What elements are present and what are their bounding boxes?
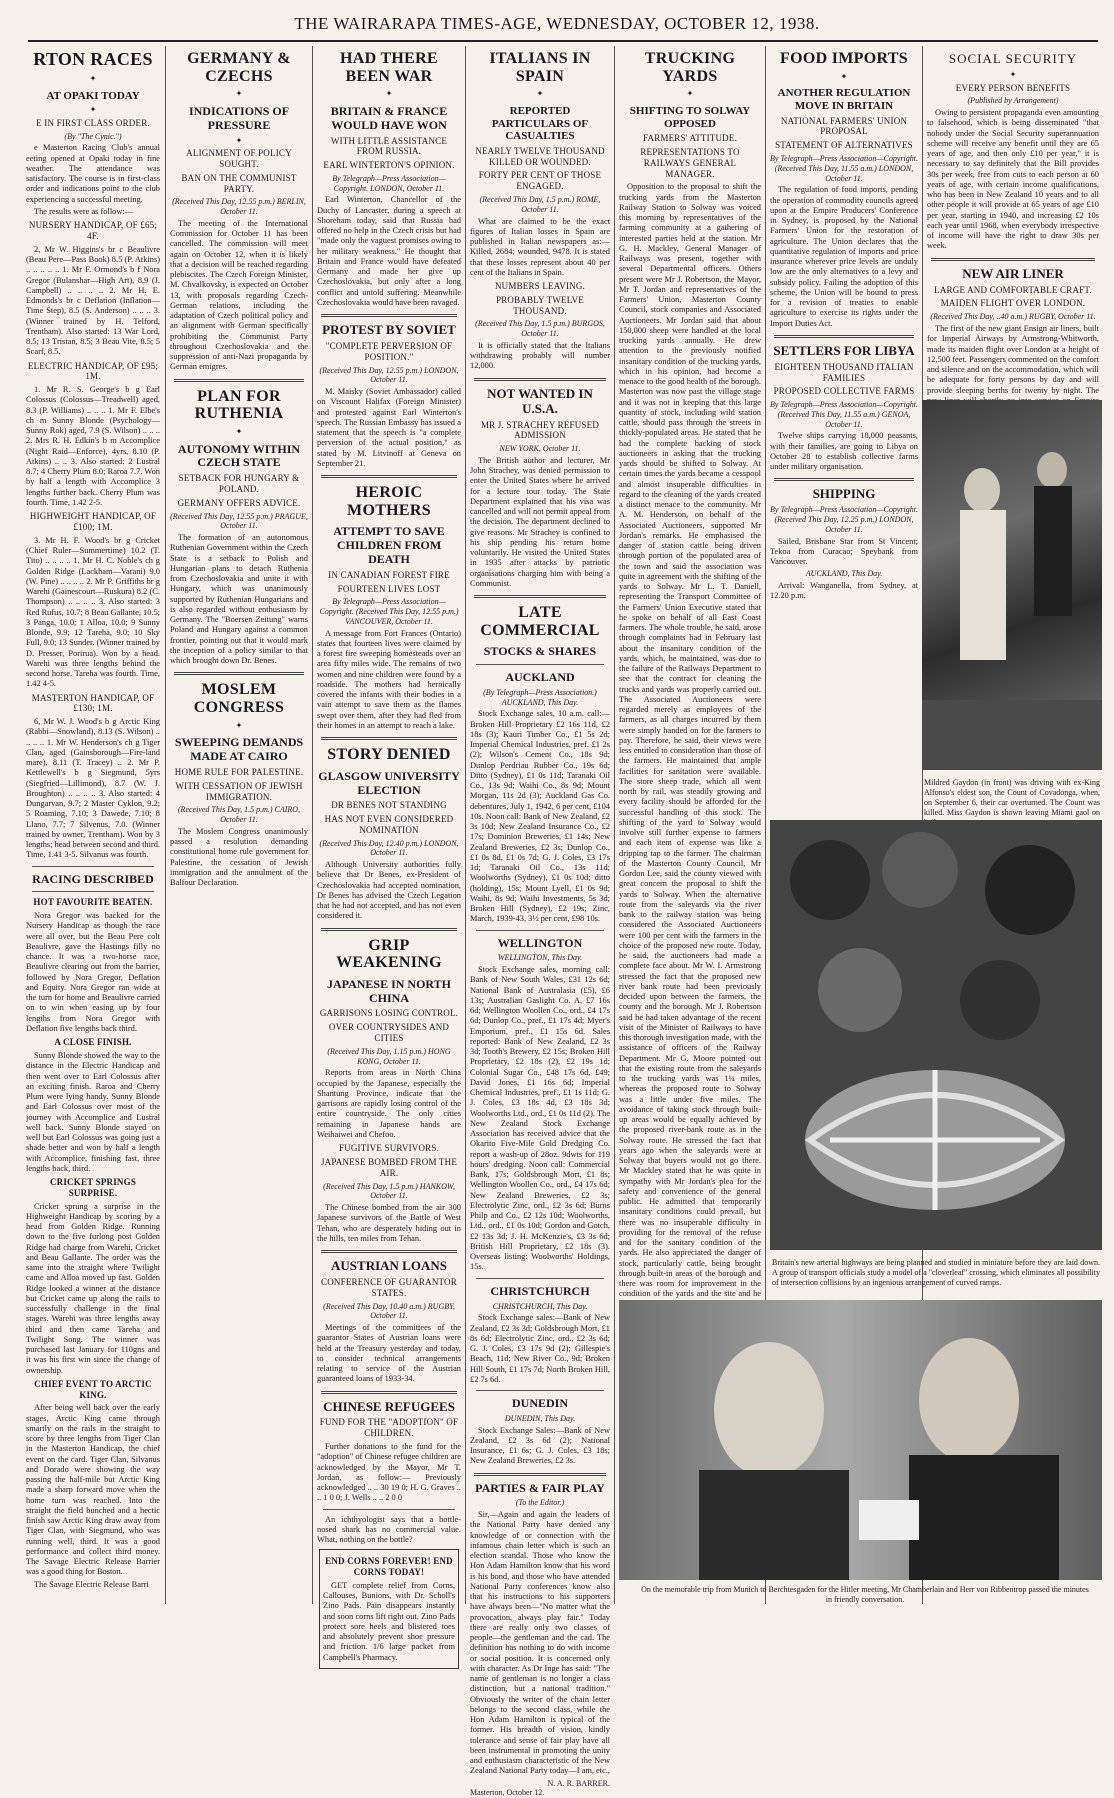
separator-star: ✦: [235, 720, 243, 730]
separator-star: ✦: [840, 71, 848, 81]
subhead: IN CANADIAN FOREST FIRE: [328, 569, 450, 580]
dateline: (Received This Day, 12.55 p.m.) BERLIN, October 11.: [172, 197, 306, 217]
article-text: The British author and lecturer, Mr John Strachey, was denied permission to enter the United States where he arrived for a lecture tour today. The State Department explained that his visa was cancelled and will not permit appeal from the decision. The department declined to give reasons. Mr Strachey is confined to his ship pending his return home voluntarily. He visited the United States in 1935 after attacks by patriotic organisations charging him with being a Communist.: [470, 455, 610, 588]
divider: [321, 928, 457, 931]
section-christchurch: CHRISTCHURCH: [490, 1283, 590, 1298]
headline-story-denied: STORY DENIED: [327, 746, 451, 764]
separator-star: ✦: [235, 426, 243, 436]
article-text: Cricket sprung a surprise in the Highweight Handicap by scoring by a head from Golden Ridge. Running down to the five furlong post Golden Ridge had charge from Warehi, Cricket and Beau Gallante. The order was the same into the straight where Twilight came and Alloa moved up fast. Golden Ridge looked a winner at the distance but Cricket came up along the rails to successfully challenge in the final stages. Warehi was three lengths away third and then came Tareha and Twilight Song. The winner was purchased last January for 110gns and it was his first win since the change of ownership.: [26, 1201, 160, 1375]
dateline: WELLINGTON, This Day.: [497, 953, 583, 963]
headline-grip-weakening: GRIP WEAKENING: [336, 936, 442, 972]
subhead: PROPOSED COLLECTIVE FARMS: [773, 386, 915, 397]
race-result: 1. Mr R. S. George's b g Earl Colossus (Colossus—Treadwell) aged, 8.3 (P. Williams) .. .. .. 1. Mr F. Elbe's ch m Sunny Blonde (Psychology—Sunny Rok) aged, 7.9 (S. Wilson) .. .. .. 2. Mrs R. H. Edkin's b m Accomplice (Night Raid—Enforce), 4yrs, 8.10 (P. Atkins) .. .. 3. Also started: 2 Lustral 8.7; 4 Cherry Plum 8.0; Raroa 7.7. Won by half a length with Accomplice 3 lengths further back. Cherry Plum was fourth. Time, 1.42 2-5.: [26, 385, 160, 507]
subhead: CRICKET SPRINGS SURPRISE.: [49, 1177, 137, 1198]
article-text: Arrival: Wanganella, from Sydney, at 12.20 p.m.: [770, 581, 918, 601]
article-text: Sunny Blonde showed the way to the distance in the Electric Handicap and then went over to Earl Colossus after an exciting finish. Raroa and Cherry Plum were lying handy. Sunny Blonde and Earl Colossus over most of the journey with Accomplice and Lustral well back. Sunny Blonde stayed on well but Earl Colossus was going just a shade better and won by half a length with Accomplice, finishing fast, three lengths back, third.: [26, 1051, 160, 1173]
subhead: MR J. STRACHEY REFUSED ADMISSION: [480, 419, 600, 441]
section-dunedin: DUNEDIN: [511, 1396, 568, 1411]
headline-food-imports: FOOD IMPORTS: [780, 50, 908, 67]
subhead: E IN FIRST CLASS ORDER.: [36, 117, 150, 128]
race-title: ELECTRIC HANDICAP, OF £95; 1M.: [27, 360, 159, 382]
subhead: JAPANESE IN NORTH CHINA: [326, 976, 452, 1005]
column-rule: [614, 46, 615, 1604]
masthead: THE WAIRARAPA TIMES-AGE, WEDNESDAY, OCTOBER 12, 1938.: [294, 14, 820, 33]
dateline: DUNEDIN, This Day.: [504, 1413, 576, 1423]
dateline: (Received This Day, 1.5 p.m.) ROME, October 11.: [479, 195, 601, 214]
article-text: The Chinese bombed from the air 300 Japanese survivors of the Battle of West Tehan, who are desperately hiding out in the hills, ten miles from Tehan.: [317, 1203, 461, 1243]
subhead: "COMPLETE PERVERSION OF POSITION.": [325, 341, 453, 362]
article-text: Opposition to the proposal to shift the trucking yards from the Masterton Railway Station to Solway was voiced this morning by representatives of the farming community at a gathering of interested parties held at the station. Mr G. H. Mackley, General Manager of Railways was present, together with several Departmental officers. Others present were Mr J. Robertson, the Mayor, Mr T. Jordan and representatives of the Farmers' Union, Masterton County Council, stock companies and Associated Auctioneers. Mr Jordan said that about 150,000 sheep were handled at the local trucking yards annually. He drew attention to the previously notified insanitary condition of the trucking yards, which in his opinion, had become a menace to the good health of the borough. Masterton was now past the village stage and it was not in keeping that this large quantity of stock, including wild station cattle, should pass through the streets in thickly-populated areas. He stated that he had the complete backing of stock auctioneers in asking that the trucking yards should be shifted to Solway. At certain times the yards became a cesspool and almost insuperable difficulties in regard to the cleaning of the yards created a distinct menace to the community. Mr A. M. Henderson, on behalf of the Associated Auctioneers, supported Mr Jordan's remarks. He emphasised the danger of station cattle being driven through portion of the populated area of the town and said the association was quite in agreement with the shifting of the yards to Solway. Mr L. T. Daniell, representing the Transport Committee of the Farmers' Union Executive stated that he spoke on behalf of all East Coast farmers. The whole trouble, he said, arose through complaints had in February last about the insanitary condition of the yards, which, he maintained, was due to the failure of the Railways Department to see that the contract for cleaning the trucks and yards was properly carried out. The Associated Auctioneers were regarded merely as employees of the farmers, as all charges incurred by them were simply handed on for the farmers to pay. Therefore, he said, their views were less entitled to consideration than those of the farmers. He maintained that ample facilities for sanitation were available. The store sheep trade, which all went north by rail, was steadily growing and every facility should be afforded for the successful handling of this stock. The shifting of the yard to Solway would involve still further expense to farmers and each item of expense was like a dripping tap to the farmer. The chairman of the Masterton County Council, Mr Gordon Lee, said the county viewed with great concern the proposal to shift the yards to Solway. When the alternative route from the saleyards via the river bank to the railway station was being considered the Associated Auctioneers were 100 per cent with the farmers in the choice of the proposed new route. Today, he said, the auctioneers had made a complete face about. Mr W. I. Armstrong stressed the fact that the proposed new river bank route had been previously decided upon between the farmers, the county and the borough. Mr J. Robertson said he had taken advantage of the recent visit of the Minister of Railways to have this thorough investigation made, with the assistance of officers of the Railway Department. Mr G. Moore pointed out that the existing route from the saleyards to the trucking yards was 1¼ miles, whereas the proposed route to Solway was a little under five miles. The avoidance of taking stock through built-up areas would be equally achieved by the proposed river-bank route as in the Solway route. He stressed the fact that years ago when the saleyards were at Solway that buyers would not go there. Mr Mackley stated that he was quite in sympathy with Mr Jordan's plea for the safety and convenience of the general public. He admitted that temporarily insanitary conditions could prevail, but there was no insuperable difficulty in providing for the removal of the refuse and for the sanitary condition of the yards. He also appreciated the danger of stock, particularly cattle, being brought through built-in areas of the borough and there was room for improvement in the condition of the yards and the site and he: [619, 182, 761, 1299]
subhead: (To the Editor.): [515, 1498, 565, 1508]
article-text: Nora Gregor was backed for the Nursery Handicap as though the race were all over, but the Beau Pere colt Beaulivre, gave the Hastings filly no chance. It was a two-horse race, Beaulivre clearing out from the barrier, followed by Nora Gregor, Deflation and Equity. Nora Gregor ran wide at the turn for home and Beaulivre carried on to win when easing up by four lengths from Nora Gregor with Deflation five lengths back third.: [26, 911, 160, 1033]
subhead: FUND FOR THE "ADOPTION" OF CHILDREN.: [319, 1417, 459, 1439]
divider: [174, 379, 304, 382]
subhead: AUTONOMY WITHIN CZECH STATE: [177, 441, 301, 470]
separator-star: ✦: [235, 135, 243, 145]
section-wellington: WELLINGTON: [497, 935, 583, 950]
headline-soviet: PROTEST BY SOVIET: [322, 322, 456, 338]
article-text: An ichthyologist says that a bottle-nosed shark has no commercial value. What, nothing on the bottle?: [317, 1514, 461, 1545]
dateline: (Received This Day, 1.5 p.m.) CAIRO, October 11.: [177, 805, 301, 825]
divider: [474, 378, 606, 381]
subhead: SWEEPING DEMANDS MADE AT CAIRO: [174, 735, 304, 764]
separator-star: ✦: [686, 89, 694, 99]
headline-racing-described: RACING DESCRIBED: [32, 871, 154, 886]
subhead: PROBABLY TWELVE THOUSAND.: [495, 294, 585, 316]
headline-moslem-congress: MOSLEM CONGRESS: [193, 681, 285, 716]
article-text: The first of the new giant Ensign air liners, built for Imperial Airways by Armstrong-Whitworth, made its maiden flight over London at a height of 12,500 feet. Passengers commented on the comfort and silence and on the accommodation, which will be adequate for forty persons by day and will provide sleeping berths for twenty by night. The: [927, 324, 1099, 395]
dateline: By Telegraph—Press Association—Copyright. (Received This Day, 12.55 p.m.) VANCOUVER, October 11.: [319, 597, 459, 626]
subhead: GARRISONS LOSING CONTROL.: [319, 1008, 459, 1019]
divider: [32, 891, 154, 892]
subhead: A CLOSE FINISH.: [54, 1037, 132, 1048]
headline-ruthenia: PLAN FOR RUTHENIA: [194, 387, 284, 423]
column-racing: [26, 46, 160, 1606]
article-text: The meeting of the International Commission for October 11 has been cancelled. The commission will meet again on October 12, when it is likely that a decision will be reached regarding plebiscites. The Czech Foreign Minister, M. Chvalkovsky, is expected on October 13, with proposals regarding Czech-German relations, including the adaptation of Czech political policy and an alignment with German specifically prohibiting the Communist Party throughout Czechoslovakia and the suppression of anti-Nazi propaganda by German emigres.: [170, 218, 308, 372]
photo-chamberlain-ribbentrop: [619, 1300, 1102, 1580]
divider: [321, 737, 457, 740]
divider: [474, 595, 606, 598]
divider: [931, 258, 1095, 261]
divider: [474, 1473, 606, 1476]
dateline: (Received This Day, ..40 a.m.) RUGBY, October 11.: [930, 312, 1096, 322]
ad-headline: END CORNS FOREVER! END CORNS TODAY!: [325, 1556, 453, 1578]
photo-figures: [619, 1300, 1102, 1580]
headline-parties-fair-play: PARTIES & FAIR PLAY: [475, 1480, 605, 1495]
article-text: The Savage Electric Release Barri: [34, 1579, 149, 1589]
article-text: Although University authorities fully believe that Dr Benes, ex-President of Czechoslovakia had accepted nomination, Dr Benes has advised the Czech Legation that he had not accepted, and has not even considered it.: [317, 860, 461, 921]
headline-italians: ITALIANS IN SPAIN: [489, 50, 591, 85]
dateline: (Received This Day, 10.40 a.m.) RUGBY, October 11.: [323, 1301, 455, 1321]
subhead: OVER COUNTRYSIDES AND CITIES: [328, 1022, 450, 1044]
article-text: Stock Exchange sales, morning call: Bank of New South Wales, £31 12s 6d; National Bank of Australasia (£5), £6 13s; Australian Gaslight Co. A, £7 16s 6d; Wellington Woollen Co., ord., £4 17s 6d; Dunlop Co., pref., £1 17s 4d; Myer's Emporium, pref., £1 15s 6d. Sales reported: Bank of New Zealand, £2 3s 3d; Tooth's Brewery, £2 15s; Broken Hill Proprietary, £2 18s (2), £2 19s 1d; Colonial Sugar Co., £48 17s 6d, £49; David Jones, £1 16s 6d; Imperial Chemical Industries, pref., £1 1s 11d; G. J. Coles, £3 18s 4d, £3 18s 3d; Woolworths Ltd., ord., £1 0s 11d (2). The New Zealand Stock Exchange Association has received advice that the Okarito Five-Mile Gold Dredging Co. report a wash-up of 28oz. 9dwts for 119 hours' dredging. Noon call: Commercial Bank, 17s; Goldsbrough Mort, £1 8s; Wellington Woollen Co., ord., £4 17s 6d; New Zealand Breweries, £2 3s; Electrolytic Zinc, ord., £2 3s 6d; Burns Philp and Co., £2 12s 10d; Woolworths, Ltd., ord., £1 0s 10d; Gordon and Gotch, £2 13s 3d; J. H. McKenzie's, £3 3s 6d; British Hill Proprietary, £2 18s (3). Overseas listing: Woolworths' Holdings, 15s.: [470, 965, 610, 1272]
dateline: By Telegraph—Press Association—Copyright. (Received This Day, 11.55 a.m.) GENOA, October 11.: [770, 400, 918, 429]
dateline: By Telegraph—Press Association—Copyright. (Received This Day, 11.55 a.m.) LONDON, October 11.: [770, 154, 918, 183]
race-title: MASTERTON HANDICAP, OF £130; 1M.: [31, 692, 155, 714]
headline-late-commercial: LATE COMMERCIAL: [480, 604, 600, 639]
article-text: Reports from areas in North China occupied by the Japanese, especially the Shantung Province, indicate that the garrisons are rapidly losing control of the entire countryside. The only cities remaining in Japanese hands are Weihaiwei and Chefoo.: [317, 1068, 461, 1139]
race-title: NURSERY HANDICAP, OF £65; 4F.: [28, 220, 158, 242]
dateline: (Received This Day, 12.55 p.m.) LONDON, October 11.: [319, 365, 459, 385]
dateline: (Received This Day, 1.5 p.m.) BURGOS, October 11.: [475, 319, 605, 339]
photo-mildred-gaydon: [922, 400, 1102, 770]
subhead: WITH CESSATION OF JEWISH IMMIGRATION.: [175, 780, 303, 802]
subhead: ANOTHER REGULATION MOVE IN BRITAIN: [777, 87, 911, 112]
headline-trucking-yards: TRUCKING YARDS: [644, 50, 736, 85]
column-germany: [170, 46, 308, 1606]
headline-not-wanted: NOT WANTED IN U.S.A.: [487, 385, 593, 416]
column-social-security: [927, 46, 1099, 393]
column-rule: [312, 46, 313, 1604]
subhead: STATEMENT OF ALTERNATIVES: [775, 140, 913, 151]
headline-racing: RTON RACES: [33, 49, 153, 69]
article-text: Stock Exchange Sales:—Bank of New Zealand, £2 3s 6d (2); National Insurance, £1 6s; G. J. Coles, £3 18s; New Zealand Breweries, £2 3s.: [470, 1425, 610, 1466]
headline-shipping: SHIPPING: [812, 486, 876, 502]
subhead: GLASGOW UNIVERSITY ELECTION: [318, 768, 460, 797]
headline-chinese-refugees: CHINESE REFUGEES: [323, 1398, 455, 1414]
dateline: (Received This Day, 12.55 p.m.) PRAGUE, October 11.: [170, 511, 308, 531]
headline-heroic-mothers: HEROIC MOTHERS: [347, 484, 431, 519]
subhead: (Published by Arrangement): [967, 96, 1059, 106]
divider: [476, 1390, 604, 1391]
caption-mildred-gaydon: Mildred Gaydon (in front) was driving with ex-King Alfonso's eldest son, the Count of Covadonga, when, on September 6, their car overturned. The Count was killed. Miss Gaydon is shown leaving Miami gaol on: [924, 778, 1100, 817]
subhead: HAS NOT EVEN CONSIDERED NOMINATION: [324, 814, 454, 835]
subhead: NUMBERS LEAVING.: [494, 281, 586, 292]
photo-cloverleaf-model: [770, 820, 1102, 1250]
subhead: EVERY PERSON BENEFITS: [955, 82, 1071, 93]
race-result: 3. Mr H. F. Wood's br g Cricket (Chief Ruler—Summertime) 10.2 (T. Tito) .. .. .. .. 1. Mr H. C. Noble's ch g Golden Ridge (Lackham—Varani) 9.0 (W. Pine) .. .. .. .. 2. Mr P. Griffiths br g Warehi (Gainescourt—Ruskura) 8.2 (C. Thompson) .. .. .. .. 3. Also started: 3 Red Rufus, 10.7; 8 Beau Gallante, 10.5; 3 Panga, 10.0; 1 Alloa, 10.0; 9 Sunny Blonde, 9.9; 12 Tareha, 9.0; 10 Sky Full, 9.0; 13 Sunder. (Winner trained by D. Presser, Porirua). Won by a head. Warehi was three lengths behind the second horse. Tareha was fourth. Time, 1.42 4-5.: [26, 535, 160, 689]
subhead: CHIEF EVENT TO ARCTIC KING.: [34, 1378, 152, 1400]
dateline: (Received This Day, 1.5 p.m.) HANKOW, October 11.: [323, 1181, 455, 1201]
article-text: Earl Winterton, Chancellor of the Duchy of Lancaster, during a speech at Shoreham today, said that Russia had offered no help in the Czech crisis but had "made only the vaguest promises owing to her military weakness." He thought that Britain and France would have defeated Germany and made her give up Czechoslovakia, but only after a long conflict and untold suffering. Meanwhile Czechoslovakia would have been ravaged.: [317, 195, 461, 307]
caption-chamberlain: On the memorable trip from Munich to Berchtesgaden for the Hitler meeting, Mr Chamberlain and Herr von Ribbentrop passed the minutes in friendly conversation.: [641, 1585, 1089, 1604]
dateline: By Telegraph—Press Association—Copyright. LONDON, October 11.: [332, 173, 446, 193]
race-title: HIGHWEIGHT HANDICAP, OF £100; 1M.: [29, 511, 157, 532]
divider: [321, 475, 457, 478]
subhead: GERMANY OFFERS ADVICE.: [177, 497, 301, 508]
separator-star: ✦: [235, 89, 243, 99]
subhead: SETBACK FOR HUNGARY & POLAND.: [178, 473, 300, 495]
advertisement: [319, 1549, 459, 1669]
byline: (By "The Cynic."): [64, 131, 122, 141]
column-italians-commercial: [470, 46, 610, 1798]
headline-new-air-liner: NEW AIR LINER: [962, 265, 1064, 281]
subhead: FORTY PER CENT OF THOSE ENGAGED.: [478, 170, 602, 192]
letter-place: Masterton, October 12.: [470, 1788, 545, 1798]
divider: [476, 1278, 604, 1279]
subhead: INDICATIONS OF PRESSURE: [188, 103, 290, 132]
divider: [774, 478, 914, 481]
letter-signature: N. A. R. BARRER.: [547, 1778, 610, 1788]
masthead-rule: [28, 40, 1098, 42]
article-text: It is officially stated that the Italians withdrawing probably will number 12,000.: [470, 340, 610, 371]
article-text: Stock Exchange sales:—Bank of New Zealand, £2 3s 3d; Goldsbrough Mort, £1 8s 6d; Electrolytic Zinc, ord., £2 3s 6d; G. J. Coles, £3 17s 9d (2); Gillespie's Beach, 11d; New River Co., 9d; Broken Hill South, £1 17s 7d; North Broken Hill, £2 7s 6d.: [470, 1313, 610, 1384]
subhead: EARL WINTERTON'S OPINION.: [323, 160, 455, 171]
article-text: Twelve ships carrying 18,000 peasants, with their families, are going to Libya on October 28 to establish collective farms under military organisation.: [770, 431, 918, 472]
divider: [321, 1250, 457, 1253]
column-rule: [465, 46, 466, 1604]
headline-social-security: SOCIAL SECURITY: [948, 51, 1078, 66]
subhead: CONFERENCE OF GUARANTOR STATES.: [321, 1276, 457, 1298]
race-result: 6, Mr W. J. Wood's b g Arctic King (Rabbi—Snowland), 8.13 (S. Wilson) .. .. .. .. 1. Mr W. Henderson's ch g Tiger Clan, aged (Gainsborough—Fire-land mare), 8.11 (T. Tracey) .. 2. Mr P. Kettlewell's b g Siegmund, 5yrs (Siegfried—Lillimond), 8.7 (W. J. Broughton) .. .. .. .. 3. Also started: 4 Dungarvan, 9.7; 2 Master Cyklon, 9.2; 5 Roaming, 7.10; 3 Dawede, 7.10; 8 Llano, 7.7; 7 Silvenus, 7.0. (Winner trained by owner, Trentham). Won by 3 lengths; head between second and third. Time, 1.41 3-5. Silvanus was fourth.: [26, 717, 160, 860]
dateline: (Received This Day, 12.40 p.m.) LONDON, October 11.: [319, 838, 459, 858]
divider: [476, 930, 604, 931]
article-text: After being well back over the early stages, Arctic King came through smartly on the rails in the straight to score by three lengths from Tiger Clan in the Masterton Handicap, the chief event on the card. Tiger Clan, Silvanus and Dorado were showing the way passing the half-mile but Arctic King made a sharp forward move when the home turn was reached. Into the straight the field bunched and a hectic finish saw Arctic King draw away from Tiger Clan, with Siegmund, who was running well, third. It was a good performance and collect third money. The Savage Electric Release Barrier was a good thing for Boston.: [26, 1403, 160, 1577]
subhead: FUGITIVE SURVIVORS.: [338, 1143, 440, 1154]
letter-text: Sir,—Again and again the leaders of the National Party have denied any knowledge of or connection with the infamous chain letter which is such an election scandal. Those who know the Hon Adam Hamilton know that his word is his bond, and those who have attended National Party conferences know also that his instructions to his supporters have always been—"No matter what the provocation, always play fair." Today there are really only two classes of people—the gentleman and the cad. The definition has nothing to do with income or social position. It is concerned only with character. As Dr Inge has said: "The name of gentleman is no longer a class distinction, but a national tradition." Obviously the writer of the chain letter belongs to the second class, while the Hon Adam Hamilton is typical of the former. His breadth of vision, kindly tolerance and sense of fair play have all been instrumental in promoting the unity and enthusiasm characteristic of the New Zealand National Party today—I am, etc.,: [470, 1510, 610, 1776]
separator-star: ✦: [536, 89, 544, 99]
dateline: (Received This Day, 1.15 p.m.) HONG KONG, October 11.: [327, 1046, 451, 1066]
caption-cloverleaf: Britain's new arterial highways are being planned and studied in miniature before they are laid down. A group of transport officials study a model of a "cloverleaf" crossing, which eliminates all possibility of intersection collisions by an ingenious arrangement of curved ramps.: [772, 1258, 1100, 1287]
headline-settlers-libya: SETTLERS FOR LIBYA: [773, 342, 915, 358]
column-trucking-yards: [619, 46, 761, 1299]
subhead: MAIDEN FLIGHT OVER LONDON.: [940, 298, 1086, 309]
divider: [321, 314, 457, 317]
subhead: DR BENES NOT STANDING: [331, 800, 447, 811]
separator-star: ✦: [89, 73, 97, 83]
subhead: BRITAIN & FRANCE WOULD HAVE WON: [330, 103, 448, 132]
headline-war: HAD THERE BEEN WAR: [340, 50, 438, 85]
separator-star: ✦: [385, 89, 393, 99]
article-text: Owing to persistent propaganda even amounting to falsehood, which is being disseminated "that nobody under the Social Security superannuation scheme will receive any benefit until they are 65 years of age, and then only £10 per year," it is necessary to say definitely that the Bill provides 30s per week, free from cuts to each person at 60 years of age, with certain income qualifications, who has been in New Zealand 10 years and to all other people it will provide at 65 years of age £10 per year, starting in 1940, and increasing £2 10s each year until 1968, when everybody irrespective of income will have the right to draw 30s per week.: [927, 108, 1099, 251]
divider: [774, 335, 914, 338]
subhead: NATIONAL FARMERS' UNION PROPOSAL: [780, 115, 908, 137]
article-text: Meetings of the committees of the guarantor States of Austrian loans were held at the Treasury yesterday and today, to consider technical arrangements relating to service of the Austrian guaranteed loans of 1933-34.: [317, 1323, 461, 1384]
separator-star: ✦: [1009, 69, 1017, 79]
subhead: REPRESENTATIONS TO RAILWAYS GENERAL MANAGER.: [640, 147, 740, 179]
headline-germany: GERMANY & CZECHS: [187, 50, 291, 85]
separator-star: ✦: [89, 105, 97, 115]
subhead: HOT FAVOURITE BEATEN.: [33, 897, 153, 908]
column-war: [317, 46, 461, 1662]
divider: [174, 672, 304, 675]
subhead: WITH LITTLE ASSISTANCE FROM RUSSIA.: [330, 135, 448, 157]
article-text: M. Maisky (Soviet Ambassador) called on Viscount Halifax (Foreign Minister) and protested against Earl Winterton's speech. The Russian Embassy has issued a statement that the speech is "a complete perversion of the actual position," as stated by M. Litvinoff at Geneva on September 21.: [317, 387, 461, 468]
divider: [323, 1509, 455, 1510]
ad-text: GET complete relief from Corns, Callouses, Bunions, with Dr. Scholl's Zino Pads. Pain disappears instantly and soon corns lift right out. Zino Pads protect sore heels and blistered toes and absolutely prevent shoe pressure and friction. 1/6 large packet from Campbell's Pharmacy.: [323, 1580, 455, 1662]
divider: [321, 1391, 457, 1394]
section-auckland: AUCKLAND: [505, 670, 575, 685]
article-text: What are claimed to be the exact figures of Italian losses in Spain are published in Italian newspapers as:— Killed, 2684; wounded, 9478. It is stated that these losses represent about 40 per cent of the Italians in Spain.: [470, 216, 610, 277]
subhead: ATTEMPT TO SAVE CHILDREN FROM DEATH: [333, 524, 445, 566]
article-text: Stock Exchange sales, 10 a.m. call:—Broken Hill Proprietary £2 16s 11d, £2 18s (3); Kauri Timber Co., £1 5s 2d; Imperial Chemical Industries, pref. £1 2s (2); Wilson's Cement Co., 18s 9d; Dunlop Perdriau Rubber Co., 19s 6d; Ditto (Sydney), £1 0s 11d; Taranaki Oil Co., 13s 9d; Waihi Co., 8s 9d; Mount Morgan, 11s 2d (3); Auckland Gas Co. debentures, July 1, 1942, 6 per cent, £104 10s. Noon call: Bank of New Zealand, £2 3s 10d; New Zealand Insurance Co., £2 17s; Dominion Breweries, £1 14s; New Zealand Breweries, £2 3s; Dunlop Co., £1 0s 8d, £1 0s 7d; G. J. Coles, £3 17s 1d; Taranaki Oil Co., 13s 11d; Woolworths (Sydney), £1 0s 10d; ditto (holding), 15s; Mount Lyell, £1 0s 9d; Waihi, 8s 9d; Waihi Investments, 5s 3d; Broken Hill (Sydney), £2 19s; Zinc, March, 1939-43, 3½ per cent, £98 10s.: [470, 709, 610, 924]
dateline: NEW YORK, October 11.: [499, 444, 581, 454]
subhead: JAPANESE BOMBED FROM THE AIR.: [320, 1156, 458, 1178]
dateline: AUCKLAND, This Day.: [805, 569, 883, 579]
column-rule: [165, 46, 166, 1604]
article-text: The results were as follow:—: [34, 206, 134, 216]
divider: [476, 664, 604, 665]
article-text: Sailed, Brisbane Star from St Vincent; Tekoa from Curacao; Speybank from Vancouver.: [770, 536, 918, 567]
dateline: (By Telegraph—Press Association.) AUCKLAND, This Day.: [483, 687, 597, 707]
subhead: EIGHTEEN THOUSAND ITALIAN FAMILIES: [774, 361, 914, 383]
photo-figures: [922, 400, 1102, 770]
subhead: NEARLY TWELVE THOUSAND KILLED OR WOUNDED.: [475, 145, 605, 167]
subhead: SHIFTING TO SOLWAY OPPOSED: [629, 104, 751, 130]
article-text: The regulation of food imports, pending the operation of commodity councils agreed upon at the Empire Producers' Conference in Sydney, is proposed by the National Farmers' Union for the restoration of agriculture. The Union declares that the quantitative regulation of imports and price insurance wherever price levels are unduly low are the only alternatives to a levy and subsidy policy. Failing the adoption of this scheme, the Union will be bound to press for a revision of treaties to enable agriculture to exercise its rights under the Import Duties Act.: [770, 185, 918, 328]
article-text: A message from Fort Frances (Ontario) states that fourteen lives were claimed by a forest fire sweeping homesteads over an area fifty miles wide. The remains of two women and nine children were found by a roadside. The mothers had heroically covered the infants with their bodies in a vain attempt to save them as the flames swept over them, after they had fled from their homes in an attempt to reach a lake.: [317, 628, 461, 730]
subhead: LARGE AND COMFORTABLE CRAFT.: [934, 284, 1092, 295]
subhead: HOME RULE FOR PALESTINE.: [174, 766, 304, 777]
divider: [32, 866, 154, 867]
headline-austrian-loans: AUSTRIAN LOANS: [331, 1258, 447, 1274]
column-food-imports: [770, 46, 918, 601]
subhead: REPORTED PARTICULARS OF CASUALTIES: [491, 104, 589, 143]
subhead: STOCKS & SHARES: [483, 644, 597, 659]
article-text: e Masterton Racing Club's annual eeting opened at Opaki today in fine weather. The attendance was satisfactory. The course is in first-class order and indications point to the club experiencing a successful meeting.: [26, 143, 160, 204]
subhead: BAN ON THE COMMUNIST PARTY.: [181, 172, 297, 194]
subhead: ALIGNMENT OF POLICY SOUGHT.: [186, 148, 292, 170]
article-text: The Moslem Congress unanimously passed a resolution demanding constitutional home rule government for Palestine, the cessation of Jewish immigration and the annulment of the Balfour Declaration.: [170, 826, 308, 888]
article-text: Further donations to the fund for the "adoption" of Chinese refugee children are acknowledged by the Mayor, Mr T. Jordan, as follow:— Previously acknowledged .. .. 30 19 0; H. G. Graves .. .. 1 0 0; J. Wells .. .. 2 0 0: [317, 1442, 461, 1503]
dateline: CHRISTCHURCH, This Day.: [492, 1301, 588, 1311]
dateline: By Telegraph—Press Association—Copyright. (Received This Day, 12.25 p.m.) LONDON, October 11.: [770, 505, 918, 534]
race-result: 2, Mr W. Higgins's br c Beaulivre (Beau Pere—Pass Book) 8.5 (P. Atkins) .. .. .. .. .. 1. Mr F. Ormond's b f Nora Gregor (Bulanshar—High Art), 8.9 (J. Campbell) .. .. .. .. 2. Mr H. E. Edmonds's br c Deflation (Inflation—Time Step), 8.5 (S. Anderson) .. .. .. 3. (Winner trained by H. Telford, Trentham). Also started: 13 War Lord, 8.5; 13 Tristan, 8.5; 3 Beau Vite, 8.5; 5 Scarf, 8.5.: [26, 244, 160, 357]
photo-figures: [770, 820, 1102, 1250]
article-text: The formation of an autonomous Ruthenian Government within the Czech State is a setback to Polish and Hungarian plans to detach Ruthenia from Czechoslovakia and unite it with Hungary, which was unanimously supported by Ruthenian Hungarians and is also regarded without enthusiasm by Germany. The "Boersen Zeitung" warns Poland and Hungary against a common frontier, pointing out that it would mark the inception of a policy similar to that which brought down Dr. Benes.: [170, 533, 308, 666]
subhead: FARMERS' ATTITUDE.: [642, 133, 738, 144]
subhead: FOURTEEN LIVES LOST: [337, 583, 441, 594]
subhead: AT OPAKI TODAY: [46, 89, 140, 102]
